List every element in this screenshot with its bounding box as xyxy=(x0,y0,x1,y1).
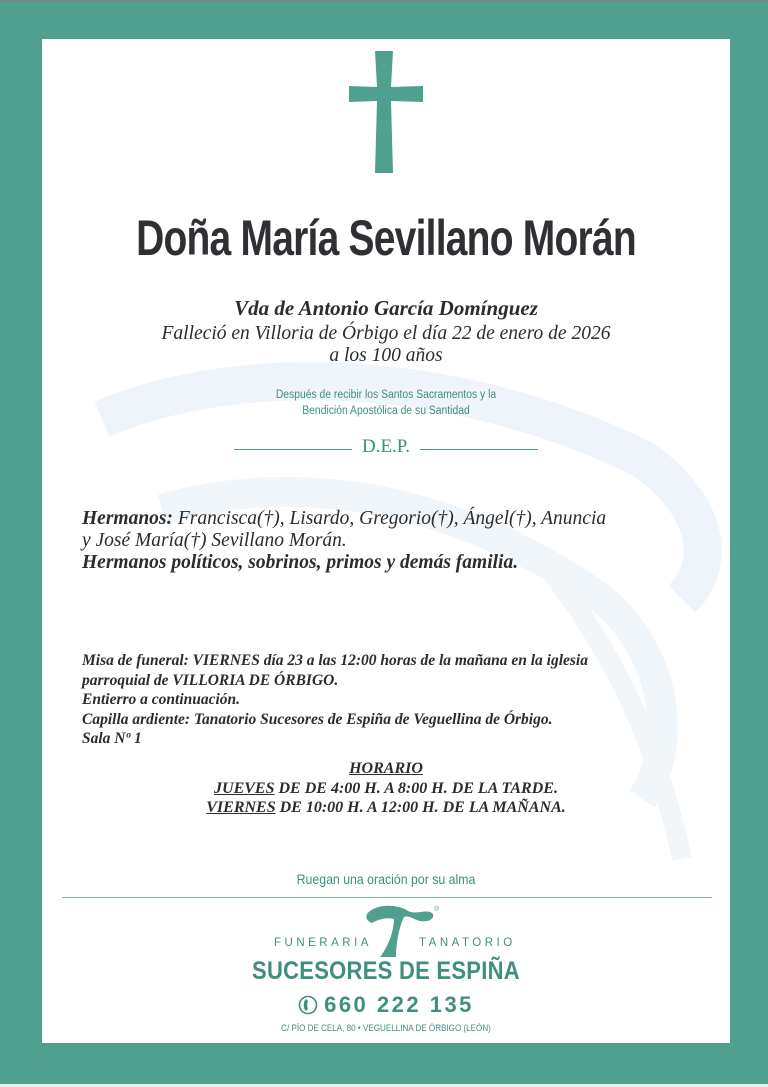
schedule-day: JUEVES xyxy=(214,779,275,797)
siblings-label: Hermanos: xyxy=(82,508,174,529)
phone-icon xyxy=(298,995,318,1015)
rip-divider xyxy=(42,436,730,458)
deceased-name: Doña María Sevillano Morán xyxy=(136,210,636,266)
funeraria-label: FUNERARIA xyxy=(274,937,372,949)
extended-family: Hermanos políticos, sobrinos, primos y demás familia. xyxy=(82,552,519,573)
visiting-schedule xyxy=(42,759,730,818)
schedule-row-friday xyxy=(42,798,730,818)
schedule-row-thursday xyxy=(42,779,730,799)
rip-text: D.E.P. xyxy=(361,436,411,457)
burial-line: Entierro a continuación. xyxy=(82,691,241,708)
siblings-list: Francisca(†), Lisardo, Gregorio(†), Ángel(†), Anuncia xyxy=(173,508,607,529)
siblings-list-cont: y José María(†) Sevillano Morán. xyxy=(82,530,347,551)
family-section xyxy=(82,508,722,574)
schedule-day: VIERNES xyxy=(206,799,276,816)
mass-line-1: Misa de funeral: VIERNES día 23 a las 12:00 horas de la mañana en la iglesia xyxy=(82,652,588,669)
schedule-hours: DE 10:00 H. A 12:00 H. DE LA MAÑANA. xyxy=(275,799,566,816)
chapel-line: Capilla ardiente: Tanatorio Sucesores de Espiña de Veguellina de Órbigo. xyxy=(82,710,553,728)
svg-text:®: ® xyxy=(434,906,440,913)
sacraments-line-2: Bendición Apostólica de su Santidad xyxy=(302,405,470,417)
sacraments-line-1: Después de recibir los Santos Sacramentos y la xyxy=(275,389,497,401)
divider-line-right xyxy=(420,449,538,450)
age-line: a los 100 años xyxy=(329,345,443,366)
footer-divider xyxy=(62,897,712,898)
funeral-home-logo-icon xyxy=(360,901,440,959)
cross-icon xyxy=(349,51,423,173)
company-name: SUCESORES DE ESPIÑA xyxy=(252,957,520,985)
mass-line-2: parroquial de VILLORIA DE ÓRBIGO. xyxy=(82,671,339,689)
death-details xyxy=(42,323,730,367)
prayer-request: Ruegan una oración por su alma xyxy=(296,871,476,887)
obituary-card xyxy=(42,39,730,1043)
sacraments-note xyxy=(76,387,695,419)
death-place-date: Falleció en Villoria de Órbigo el día 22 de enero de 2026 xyxy=(161,323,611,344)
schedule-hours: DE DE 4:00 H. A 8:00 H. DE LA TARDE. xyxy=(274,779,558,797)
phone-text: 660 222 135 xyxy=(324,992,474,1017)
widow-of: Vda de Antonio García Domínguez xyxy=(234,296,538,320)
phone-number[interactable] xyxy=(42,992,730,1018)
room-line: Sala Nº 1 xyxy=(82,730,142,747)
schedule-heading: HORARIO xyxy=(349,760,423,777)
scan-top-edge xyxy=(0,0,768,2)
divider-line-left xyxy=(234,449,352,450)
funeral-details xyxy=(82,651,722,749)
tanatorio-label: TANATORIO xyxy=(419,937,516,949)
company-address: C/ PÍO DE CELA, 80 • VEGUELLINA DE ÓRBIGO (LEÓN) xyxy=(281,1023,491,1034)
